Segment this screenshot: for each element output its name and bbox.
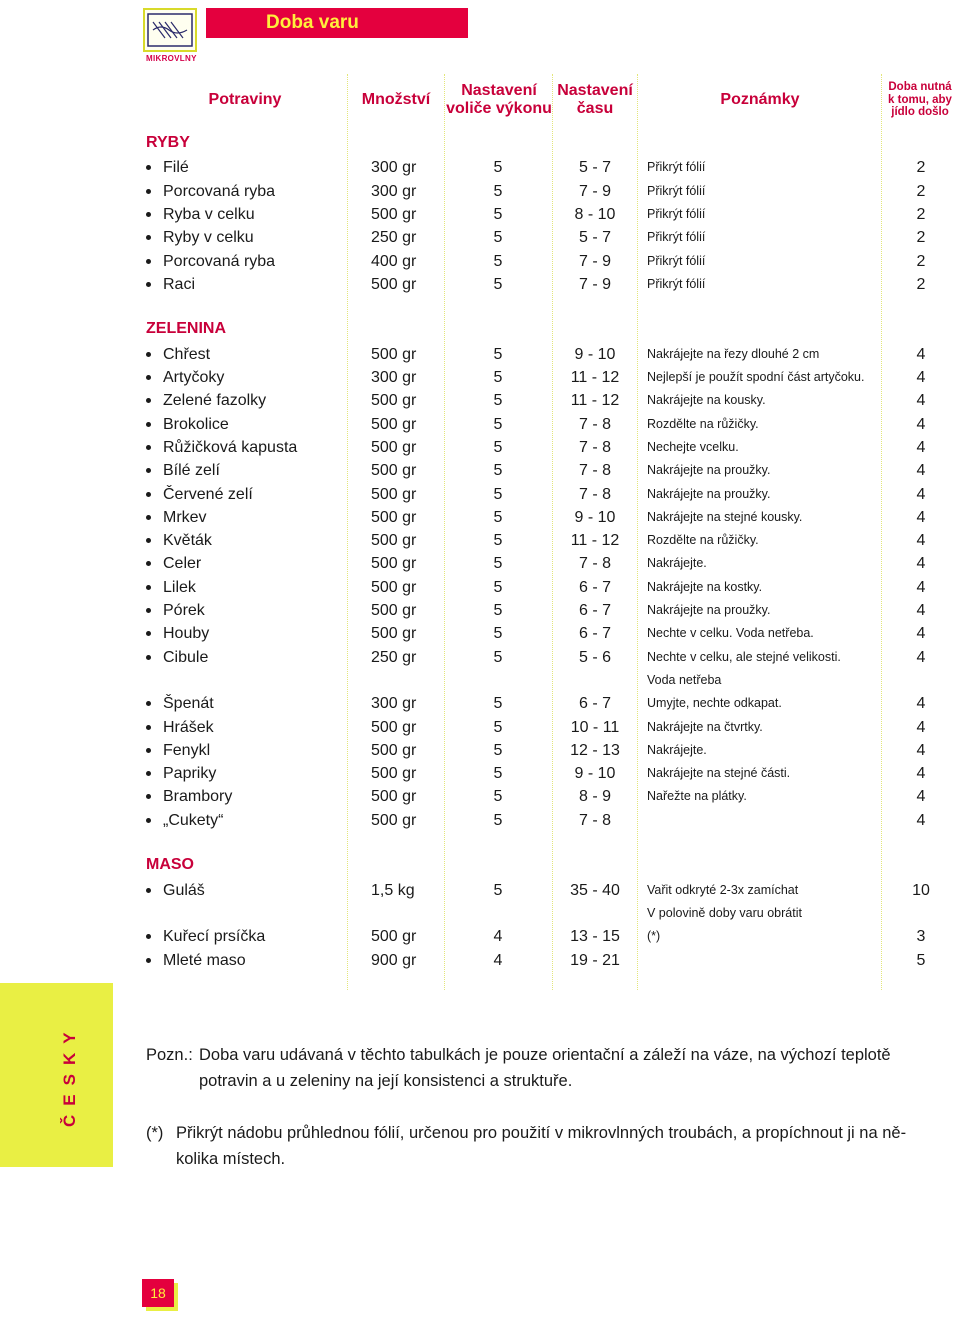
food-name: Pórek: [163, 602, 205, 619]
food-name: Cibule: [163, 648, 209, 666]
bullet-icon: [146, 725, 151, 730]
food-name: Květák: [163, 532, 212, 550]
power-cell: 5: [493, 741, 503, 759]
food-name: Guláš: [163, 881, 205, 899]
time-cell: 11 - 12: [570, 369, 620, 386]
standing-time-cell: 4: [916, 695, 926, 713]
power-cell: 5: [493, 415, 503, 433]
note-cell: Nechte v celku, ale stejné velikosti.: [647, 649, 841, 664]
bullet-icon: [146, 422, 151, 427]
note-cell: Přikrýt fólií: [647, 160, 706, 175]
time-cell: 7 - 9: [578, 252, 611, 270]
col-header-time-line1: Nastavení: [557, 82, 633, 100]
col-header-notes: Poznámky: [720, 91, 800, 109]
standing-time-cell: 2: [916, 252, 926, 270]
footnote-star-line2: kolika místech.: [176, 1150, 286, 1168]
bullet-icon: [146, 934, 151, 939]
bullet-icon: [146, 515, 151, 520]
standing-time-cell: 4: [916, 508, 926, 526]
col-header-power-line2: voliče výkonu: [446, 100, 552, 117]
quantity-cell: 300 gr: [371, 695, 417, 713]
language-label: ČESKY: [60, 1023, 79, 1127]
footnote-pozn-line2: potravin a u zeleniny na její konsistenci a struktuře.: [199, 1072, 573, 1090]
power-cell: 5: [493, 392, 503, 410]
note-cell: (*): [647, 929, 661, 944]
note-cell: Přikrýt fólií: [647, 276, 706, 291]
power-cell: 5: [493, 182, 503, 200]
food-name: Zelené fazolky: [163, 392, 267, 410]
standing-time-cell: 5: [916, 951, 926, 969]
footnote-pozn-label: Pozn.:: [146, 1046, 193, 1064]
time-cell: 19 - 21: [570, 951, 620, 969]
note-cell: Nařežte na plátky.: [647, 789, 747, 804]
standing-time-cell: 4: [916, 369, 926, 386]
table-row: [0, 343, 960, 366]
quantity-cell: 900 gr: [371, 951, 417, 969]
power-cell: 5: [493, 718, 503, 736]
section-title: ZELENINA: [146, 320, 226, 338]
time-cell: 12 - 13: [570, 741, 620, 759]
power-cell: 5: [493, 695, 503, 713]
food-name: Kuřecí prsíčka: [163, 928, 266, 946]
standing-time-cell: 4: [916, 578, 926, 596]
power-cell: 5: [493, 508, 503, 526]
quantity-cell: 500 gr: [371, 602, 417, 619]
quantity-cell: 300 gr: [371, 182, 417, 200]
quantity-cell: 500 gr: [371, 205, 417, 223]
table-row: [0, 599, 960, 622]
standing-time-cell: 2: [916, 182, 926, 200]
quantity-cell: 500 gr: [371, 625, 417, 643]
food-name: Ryby v celku: [163, 229, 254, 247]
power-cell: 5: [493, 275, 503, 293]
col-header-food: Potraviny: [208, 91, 282, 109]
quantity-cell: 400 gr: [371, 252, 417, 270]
power-cell: 4: [493, 951, 503, 969]
food-name: Hrášek: [163, 718, 214, 736]
standing-time-cell: 4: [916, 485, 926, 503]
quantity-cell: 500 gr: [371, 555, 417, 573]
bullet-icon: [146, 352, 151, 357]
power-cell: 5: [493, 438, 503, 456]
food-name: Chřest: [163, 345, 211, 363]
time-cell: 5 - 7: [578, 229, 611, 247]
footnote-pozn-line1: Doba varu udávaná v těchto tabulkách je pouze orientační a záleží na váze, na výchozí teplotě: [199, 1046, 891, 1064]
quantity-cell: 500 gr: [371, 578, 417, 596]
standing-time-cell: 4: [916, 438, 926, 456]
quantity-cell: 500 gr: [371, 508, 417, 526]
quantity-cell: 250 gr: [371, 229, 417, 247]
table-row: [0, 646, 960, 669]
time-cell: 8 - 10: [574, 205, 616, 223]
power-cell: 5: [493, 462, 503, 480]
power-cell: 4: [493, 928, 503, 946]
bullet-icon: [146, 212, 151, 217]
quantity-cell: 500 gr: [371, 741, 417, 759]
power-cell: 5: [493, 345, 503, 363]
bullet-icon: [146, 375, 151, 380]
table-row-continuation: [0, 669, 960, 692]
footnote-star-line1: Přikrýt nádobu průhlednou fólií, určenou pro použití v mikrovlnných troubách, a propíchnout ji na ně-: [176, 1124, 907, 1142]
table-row: [0, 622, 960, 645]
time-cell: 9 - 10: [574, 508, 616, 526]
bullet-icon: [146, 492, 151, 497]
standing-time-cell: 4: [916, 462, 926, 480]
section-title: RYBY: [146, 134, 190, 151]
table-row: [0, 879, 960, 902]
note-cell: Rozdělte na růžičky.: [647, 416, 759, 431]
time-cell: 11 - 12: [570, 532, 620, 550]
power-cell: 5: [493, 811, 503, 829]
time-cell: 7 - 8: [578, 438, 611, 456]
power-cell: 5: [493, 765, 503, 783]
table-row: [0, 156, 960, 179]
time-cell: 11 - 12: [570, 392, 620, 410]
power-cell: 5: [493, 625, 503, 643]
note-cell: Přikrýt fólií: [647, 253, 706, 268]
table-row: [0, 180, 960, 203]
standing-time-cell: 2: [916, 229, 926, 247]
bullet-icon: [146, 631, 151, 636]
note-cell: Nakrájejte na proužky.: [647, 603, 771, 617]
quantity-cell: 500 gr: [371, 275, 417, 293]
table-row: [0, 250, 960, 273]
quantity-cell: 500 gr: [371, 345, 417, 363]
table-row: [0, 459, 960, 482]
power-cell: 5: [493, 788, 503, 806]
power-cell: 5: [493, 229, 503, 247]
standing-time-cell: 4: [916, 648, 926, 666]
quantity-cell: 500 gr: [371, 392, 417, 410]
power-cell: 5: [493, 532, 503, 550]
food-name: Brambory: [163, 788, 233, 806]
power-cell: 5: [493, 555, 503, 573]
standing-time-cell: 10: [912, 881, 930, 899]
note-cell: Nechejte vcelku.: [647, 439, 739, 454]
food-name: Brokolice: [163, 415, 229, 433]
quantity-cell: 500 gr: [371, 811, 417, 829]
table-row: [0, 739, 960, 762]
table-row: [0, 809, 960, 832]
food-name: Papriky: [163, 765, 217, 783]
table-row: [0, 483, 960, 506]
standing-time-cell: 4: [916, 602, 926, 619]
food-name: Mleté maso: [163, 951, 246, 969]
col-header-power: [446, 74, 552, 126]
standing-time-cell: 3: [916, 928, 926, 946]
standing-time-cell: 4: [916, 788, 926, 806]
table-row: [0, 785, 960, 808]
time-cell: 6 - 7: [578, 602, 611, 619]
table-row: [0, 436, 960, 459]
page-number: 18: [142, 1279, 174, 1307]
note-cell: Nakrájejte na čtvrtky.: [647, 719, 763, 734]
time-cell: 7 - 8: [578, 415, 611, 433]
time-cell: 7 - 8: [578, 555, 611, 573]
table-row: [0, 529, 960, 552]
note-cell: Nakrájejte na proužky.: [647, 463, 771, 478]
table-row: [0, 949, 960, 972]
bullet-icon: [146, 398, 151, 403]
time-cell: 9 - 10: [574, 765, 616, 783]
table-row-continuation: [0, 902, 960, 925]
table-row: [0, 366, 960, 389]
note-cell: Přikrýt fólií: [647, 230, 706, 245]
note-cell: Vařit odkryté 2-3x zamíchat: [647, 882, 799, 897]
section-title: MASO: [146, 856, 194, 874]
note-cell: Nakrájejte na kostky.: [647, 579, 763, 594]
standing-time-cell: 4: [916, 625, 926, 643]
bullet-icon: [146, 561, 151, 566]
bullet-icon: [146, 538, 151, 543]
quantity-cell: 500 gr: [371, 532, 417, 550]
col-header-wait-line3: jídlo došlo: [891, 106, 949, 119]
bullet-icon: [146, 748, 151, 753]
col-header-quantity: Množství: [361, 91, 431, 109]
power-cell: 5: [493, 881, 503, 899]
food-name: Mrkev: [163, 508, 207, 526]
time-cell: 7 - 8: [578, 811, 611, 829]
table-row: [0, 226, 960, 249]
food-name: Špenát: [163, 695, 214, 713]
note-cell: Rozdělte na růžičky.: [647, 533, 759, 548]
quantity-cell: 250 gr: [371, 648, 417, 666]
bullet-icon: [146, 794, 151, 799]
note-cell: Přikrýt fólií: [647, 206, 706, 221]
food-name: Porcovaná ryba: [163, 182, 276, 200]
time-cell: 7 - 9: [578, 275, 611, 293]
quantity-cell: 300 gr: [371, 369, 417, 386]
note-cell-continuation: Voda netřeba: [647, 672, 722, 687]
power-cell: 5: [493, 369, 503, 386]
col-header-power-line1: Nastavení: [461, 82, 537, 100]
food-name: Houby: [163, 625, 210, 643]
table-row: [0, 925, 960, 948]
quantity-cell: 500 gr: [371, 718, 417, 736]
quantity-cell: 500 gr: [371, 415, 417, 433]
bullet-icon: [146, 445, 151, 450]
power-cell: 5: [493, 252, 503, 270]
food-name: Filé: [163, 159, 189, 177]
quantity-cell: 500 gr: [371, 928, 417, 946]
time-cell: 7 - 8: [578, 485, 611, 503]
standing-time-cell: 2: [916, 159, 926, 177]
food-name: Artyčoky: [163, 369, 225, 386]
note-cell: Nakrájejte.: [647, 742, 707, 757]
quantity-cell: 300 gr: [371, 159, 417, 177]
food-name: Ryba v celku: [163, 205, 255, 223]
bullet-icon: [146, 259, 151, 264]
time-cell: 9 - 10: [574, 345, 616, 363]
note-cell: Umyjte, nechte odkapat.: [647, 696, 782, 711]
note-cell: Nakrájejte na řezy dlouhé 2 cm: [647, 346, 820, 361]
standing-time-cell: 2: [916, 275, 926, 293]
bullet-icon: [146, 165, 151, 170]
time-cell: 7 - 8: [578, 462, 611, 480]
standing-time-cell: 4: [916, 741, 926, 759]
time-cell: 5 - 7: [578, 159, 611, 177]
time-cell: 6 - 7: [578, 625, 611, 643]
microwave-logo-icon: [143, 8, 197, 52]
quantity-cell: 500 gr: [371, 765, 417, 783]
food-name: Lilek: [163, 578, 196, 596]
time-cell: 7 - 9: [578, 182, 611, 200]
bullet-icon: [146, 468, 151, 473]
power-cell: 5: [493, 205, 503, 223]
logo-caption: MIKROVLNY: [146, 54, 197, 63]
table-row: [0, 692, 960, 715]
time-cell: 6 - 7: [578, 578, 611, 596]
time-cell: 8 - 9: [578, 788, 611, 806]
time-cell: 10 - 11: [570, 718, 620, 736]
table-row: [0, 389, 960, 412]
food-name: Fenykl: [163, 741, 211, 759]
quantity-cell: 500 gr: [371, 485, 417, 503]
power-cell: 5: [493, 578, 503, 596]
table-row: [0, 413, 960, 436]
note-cell-continuation: V polovině doby varu obrátit: [647, 905, 802, 920]
standing-time-cell: 2: [916, 205, 926, 223]
note-cell: Nakrájejte na proužky.: [647, 486, 771, 501]
time-cell: 13 - 15: [570, 928, 620, 946]
note-cell: Nakrájejte na stejné kousky.: [647, 509, 803, 524]
food-name: Raci: [163, 275, 196, 293]
power-cell: 5: [493, 485, 503, 503]
note-cell: Nakrájejte.: [647, 556, 707, 571]
standing-time-cell: 4: [916, 415, 926, 433]
standing-time-cell: 4: [916, 765, 926, 783]
bullet-icon: [146, 608, 151, 613]
table-row: [0, 576, 960, 599]
table-row: [0, 716, 960, 739]
time-cell: 5 - 6: [578, 648, 611, 666]
quantity-cell: 500 gr: [371, 438, 417, 456]
col-header-time-line2: času: [576, 100, 614, 117]
bullet-icon: [146, 585, 151, 590]
bullet-icon: [146, 958, 151, 963]
standing-time-cell: 4: [916, 392, 926, 410]
standing-time-cell: 4: [916, 555, 926, 573]
table-row: [0, 552, 960, 575]
col-header-time: [554, 74, 636, 126]
power-cell: 5: [493, 159, 503, 177]
food-name: Červené zelí: [163, 485, 253, 503]
col-header-wait-line1: Doba nutná: [888, 80, 952, 93]
standing-time-cell: 4: [916, 345, 926, 363]
standing-time-cell: 4: [916, 532, 926, 550]
food-name: „Cukety“: [163, 811, 224, 829]
bullet-icon: [146, 888, 151, 893]
bullet-icon: [146, 701, 151, 706]
footnote-star-label: (*): [146, 1124, 164, 1142]
food-name: Celer: [163, 555, 202, 573]
note-cell: Nakrájejte na kousky.: [647, 393, 766, 408]
power-cell: 5: [493, 602, 503, 619]
bullet-icon: [146, 282, 151, 287]
quantity-cell: 500 gr: [371, 788, 417, 806]
standing-time-cell: 4: [916, 718, 926, 736]
note-cell: Přikrýt fólií: [647, 183, 706, 198]
table-row: [0, 273, 960, 296]
col-header-wait: [882, 74, 958, 126]
food-name: Porcovaná ryba: [163, 252, 276, 270]
table-row: [0, 203, 960, 226]
food-name: Bílé zelí: [163, 462, 220, 480]
standing-time-cell: 4: [916, 811, 926, 829]
power-cell: 5: [493, 648, 503, 666]
bullet-icon: [146, 189, 151, 194]
bullet-icon: [146, 235, 151, 240]
note-cell: Nakrájejte na stejné části.: [647, 766, 791, 781]
food-name: Růžičková kapusta: [163, 438, 298, 456]
note-cell: Nejlepší je použít spodní část artyčoku.: [647, 370, 865, 384]
bullet-icon: [146, 771, 151, 776]
col-header-wait-line2: k tomu, aby: [888, 93, 952, 106]
quantity-cell: 500 gr: [371, 462, 417, 480]
bullet-icon: [146, 818, 151, 823]
page-title: Doba varu: [206, 8, 468, 38]
table-row: [0, 762, 960, 785]
time-cell: 35 - 40: [570, 881, 620, 899]
time-cell: 6 - 7: [578, 695, 611, 713]
bullet-icon: [146, 655, 151, 660]
quantity-cell: 1,5 kg: [371, 881, 415, 899]
table-row: [0, 506, 960, 529]
note-cell: Nechte v celku. Voda netřeba.: [647, 626, 814, 641]
